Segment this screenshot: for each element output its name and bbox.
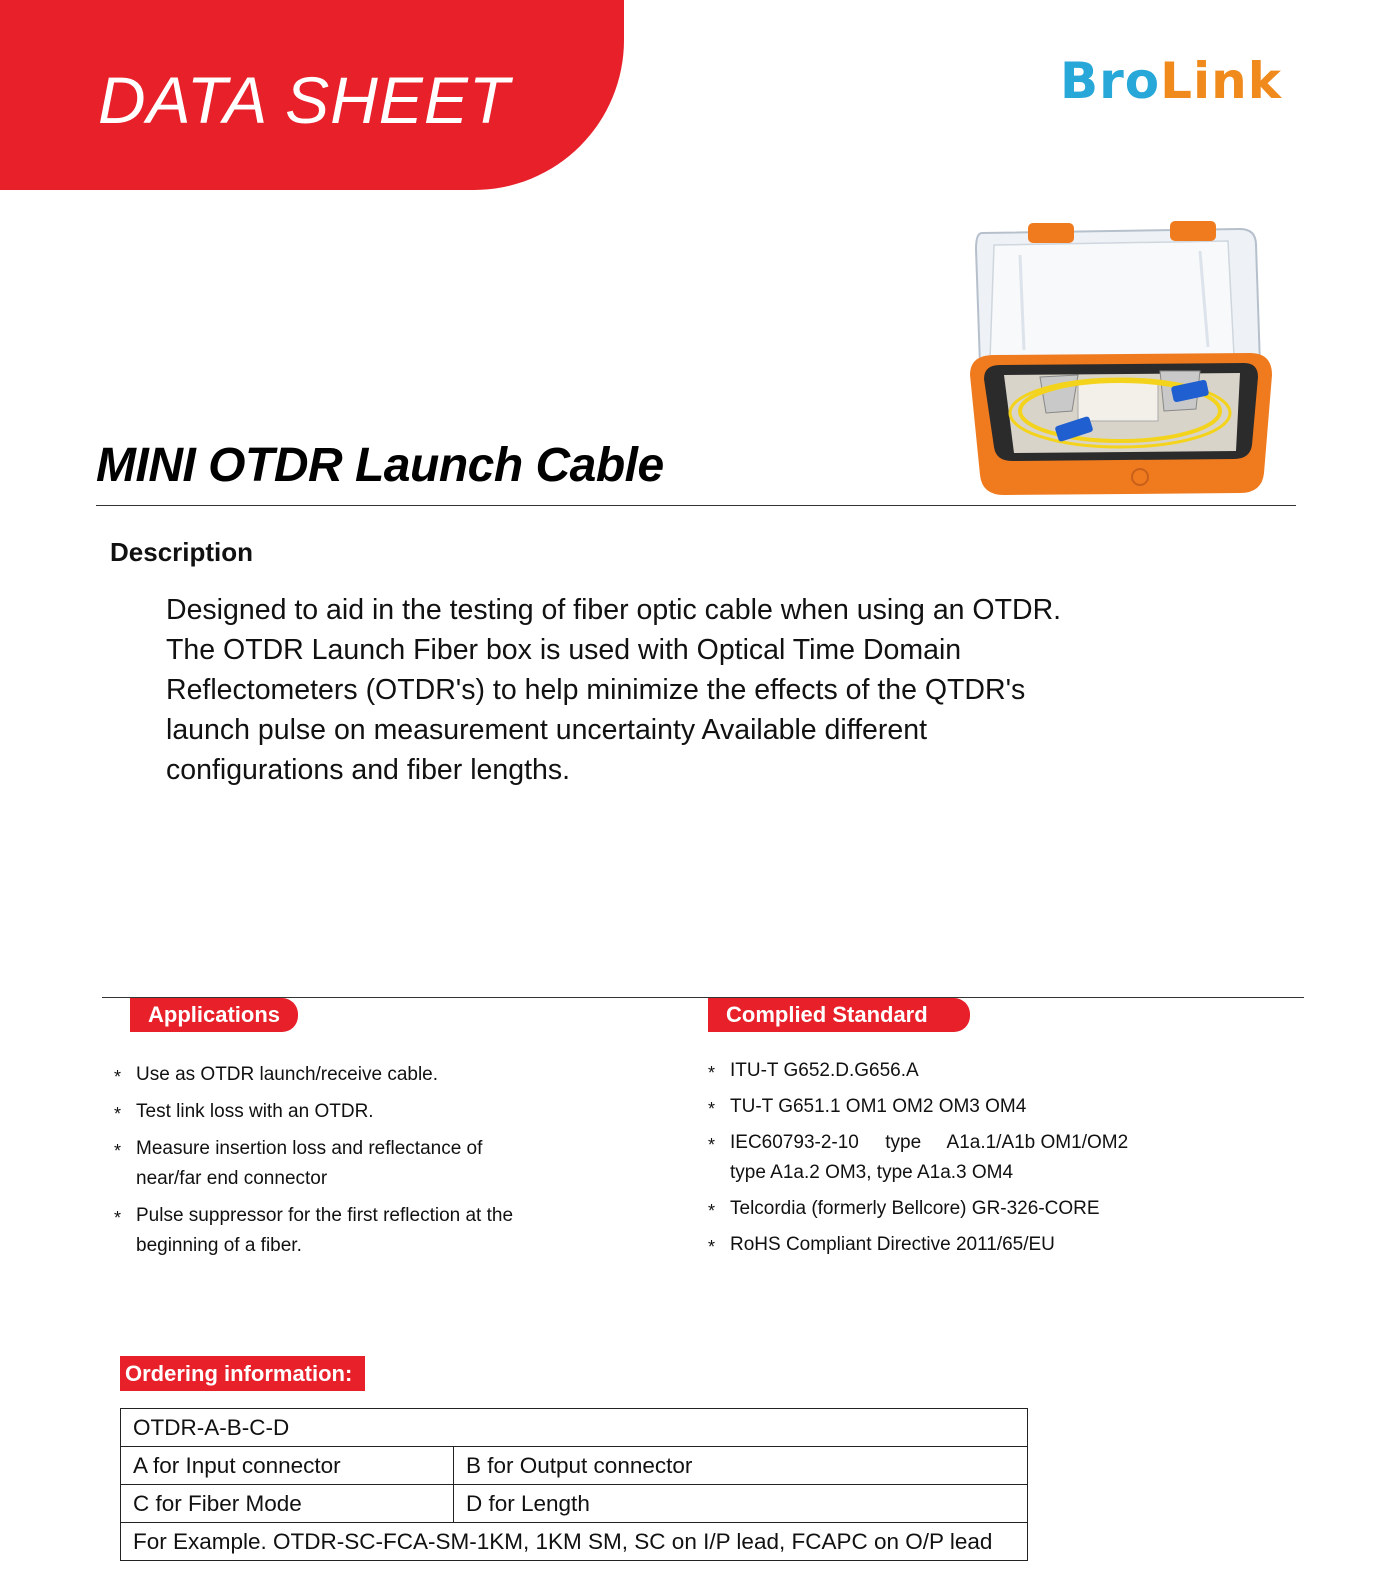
list-item	[114, 1201, 514, 1261]
application-text: Test link loss with an OTDR.	[136, 1101, 374, 1122]
brolink-logo	[1060, 52, 1282, 110]
product-title: MINI OTDR Launch Cable	[96, 439, 664, 492]
table-row	[121, 1485, 1028, 1523]
standard-text: Telcordia (formerly Bellcore) GR-326-CORE	[730, 1198, 1100, 1219]
banner-title: DATA SHEET	[98, 63, 511, 137]
description-line: Designed to aid in the testing of fiber optic cable when using an OTDR.	[166, 594, 1062, 626]
complied-standard-heading: Complied Standard	[708, 998, 970, 1032]
standard-text: RoHS Compliant Directive 2011/65/EU	[730, 1234, 1055, 1255]
description-line: configurations and fiber lengths.	[166, 754, 571, 786]
length-cell: D for Length	[454, 1485, 1028, 1523]
standard-text: TU-T G651.1 OM1 OM2 OM3 OM4	[730, 1096, 1027, 1117]
model-cell: OTDR-A-B-C-D	[121, 1409, 1028, 1447]
ordering-heading: Ordering information:	[120, 1356, 365, 1391]
star-bullet-icon: *	[708, 1201, 716, 1221]
list-item	[114, 1060, 514, 1090]
table-row	[121, 1409, 1028, 1447]
title-divider	[96, 505, 1296, 506]
list-item	[708, 1128, 1148, 1188]
star-bullet-icon: *	[708, 1063, 716, 1083]
list-item	[708, 1092, 1148, 1122]
list-item	[708, 1230, 1148, 1260]
star-bullet-icon: *	[114, 1208, 122, 1228]
logo-part-bro: Bro	[1060, 52, 1161, 110]
applications-heading: Applications	[130, 998, 298, 1032]
list-item	[708, 1056, 1148, 1086]
application-text: Measure insertion loss and reflectance of near/far end connector	[136, 1138, 483, 1189]
ordering-table	[120, 1408, 1028, 1561]
application-text: Pulse suppressor for the first reflection at the beginning of a fiber.	[136, 1205, 514, 1256]
star-bullet-icon: *	[114, 1141, 122, 1161]
standards-list	[708, 1056, 1148, 1266]
standard-text: ITU-T G652.D.G656.A	[730, 1060, 919, 1081]
input-connector-cell: A for Input connector	[121, 1447, 454, 1485]
star-bullet-icon: *	[708, 1237, 716, 1257]
standard-text: IEC60793-2-10 type A1a.1/A1b OM1/OM2 type A1a.2 OM3, type A1a.3 OM4	[730, 1132, 1134, 1183]
application-text: Use as OTDR launch/receive cable.	[136, 1064, 439, 1085]
list-item	[114, 1134, 514, 1194]
example-cell: For Example. OTDR-SC-FCA-SM-1KM, 1KM SM, SC on I/P lead, FCAPC on O/P lead	[121, 1523, 1028, 1561]
header-banner	[0, 0, 624, 190]
description-line: launch pulse on measurement uncertainty Available different	[166, 714, 928, 746]
description-heading: Description	[110, 537, 254, 567]
star-bullet-icon: *	[708, 1099, 716, 1119]
star-bullet-icon: *	[708, 1135, 716, 1155]
star-bullet-icon: *	[114, 1104, 122, 1124]
list-item	[708, 1194, 1148, 1224]
logo-part-link: Link	[1160, 52, 1282, 110]
list-item	[114, 1097, 514, 1127]
table-row	[121, 1447, 1028, 1485]
description-line: Reflectometers (OTDR's) to help minimize the effects of the QTDR's	[166, 674, 1026, 706]
applications-list	[114, 1060, 514, 1268]
table-row	[121, 1523, 1028, 1561]
fiber-mode-cell: C for Fiber Mode	[121, 1485, 454, 1523]
output-connector-cell: B for Output connector	[454, 1447, 1028, 1485]
star-bullet-icon: *	[114, 1067, 122, 1087]
description-line: The OTDR Launch Fiber box is used with Optical Time Domain	[166, 634, 962, 666]
otdr-case-photo	[960, 215, 1290, 500]
description-text	[166, 590, 1096, 790]
